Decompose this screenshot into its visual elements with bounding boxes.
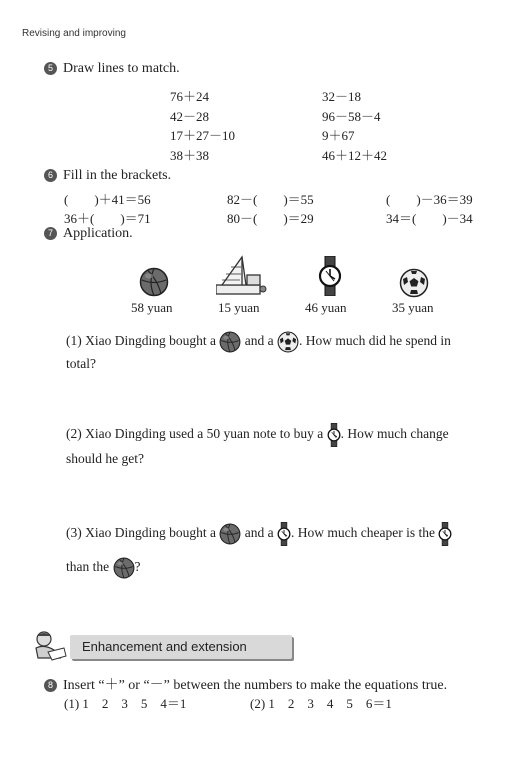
q5-right-expr-3[interactable]: 46＋12＋42 [322, 148, 388, 163]
part-text: should he get? [66, 451, 144, 466]
q6-blank-4[interactable]: 80－( )＝29 [227, 211, 314, 226]
q5-title [44, 61, 180, 77]
football-icon [399, 268, 429, 298]
price-label: 46 yuan [305, 300, 347, 315]
reading-child-icon [30, 630, 70, 662]
q5-right-expr-2[interactable]: 9＋67 [322, 128, 355, 143]
wristwatch-icon [438, 521, 452, 547]
part-text: ? [134, 559, 141, 574]
part-text: Xiao Dingding bought a [85, 525, 216, 540]
price-label: 58 yuan [131, 300, 173, 315]
part-text: and a [244, 525, 274, 540]
toy-boat-icon [216, 253, 268, 297]
part-label: (2) [66, 426, 82, 442]
q8-part-1[interactable]: (1) 1 2 3 5 4＝1 [64, 696, 187, 711]
basketball-icon [113, 557, 135, 579]
q6-blank-5[interactable]: 34＝( )－34 [386, 211, 473, 226]
q7-part-3 [66, 516, 506, 584]
question-number: 8 [44, 679, 57, 692]
part-label: (1) [66, 333, 82, 348]
part-text: . How much cheaper is the [290, 525, 435, 540]
price-label: 35 yuan [392, 300, 434, 315]
q6-blank-1[interactable]: 82－( )＝55 [227, 192, 314, 207]
part-text: Xiao Dingding used a 50 yuan note to buy a [85, 426, 324, 442]
q6-blank-2[interactable]: ( )－36＝39 [386, 192, 473, 207]
q6-blank-0[interactable]: ( )＋41＝56 [64, 192, 151, 207]
q7-part-2 [66, 422, 506, 470]
q5-right-expr-1[interactable]: 96－58－4 [322, 109, 381, 124]
wristwatch-icon [327, 422, 341, 448]
q5-left-expr-0[interactable]: 76＋24 [170, 89, 210, 104]
part-text: . How much did he spend in [298, 333, 451, 348]
basketball-icon [219, 523, 241, 545]
question-number: 6 [44, 169, 57, 182]
part-label: (3) [66, 525, 82, 540]
q7-title [44, 226, 133, 242]
q6-title-text: Fill in the brackets. [63, 168, 172, 183]
question-number: 5 [44, 62, 57, 75]
running-header: Revising and improving [22, 28, 126, 39]
part-text: total? [66, 355, 96, 371]
basketball-icon [219, 331, 241, 353]
q7-title-text: Application. [63, 226, 133, 241]
question-number: 7 [44, 227, 57, 240]
price-label: 15 yuan [218, 300, 260, 315]
q5-title-text: Draw lines to match. [63, 61, 180, 76]
part-text: and a [244, 333, 274, 348]
part-text: . How much change [340, 426, 449, 442]
q6-blank-3[interactable]: 36＋( )＝71 [64, 211, 151, 226]
q5-left-expr-2[interactable]: 17＋27－10 [170, 128, 236, 143]
section-banner: Enhancement and extension [70, 635, 292, 659]
q8-title-text: Insert “＋” or “－” between the numbers to make the equations true. [63, 678, 448, 693]
basketball-icon [139, 267, 169, 297]
q8-part-2[interactable]: (2) 1 2 3 4 5 6＝1 [250, 696, 392, 711]
q5-left-expr-1[interactable]: 42－28 [170, 109, 210, 124]
part-text: than the [66, 559, 110, 574]
part-text: Xiao Dingding bought a [85, 333, 216, 348]
q5-left-expr-3[interactable]: 38＋38 [170, 148, 210, 163]
q5-right-expr-0[interactable]: 32－18 [322, 89, 362, 104]
q7-part-1 [66, 330, 506, 375]
q6-title [44, 168, 171, 184]
wristwatch-icon [277, 521, 291, 547]
football-icon [277, 331, 299, 353]
wristwatch-icon [318, 256, 342, 296]
q8-title [44, 674, 447, 694]
